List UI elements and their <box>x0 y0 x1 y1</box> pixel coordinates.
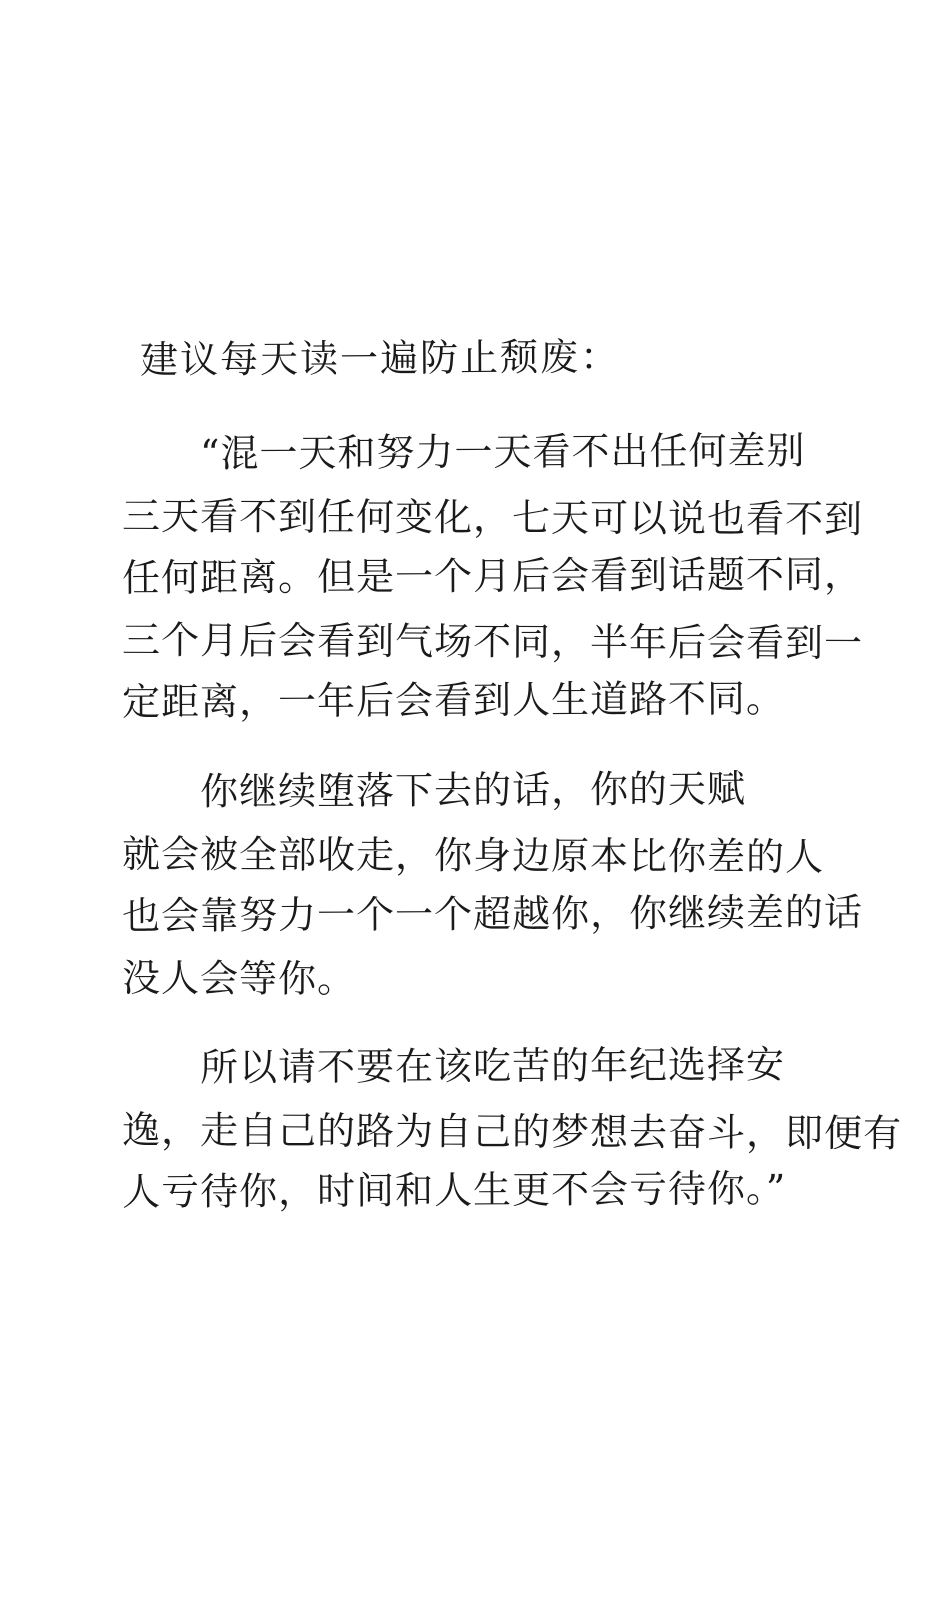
note-title: 建议每天读一遍防止颓废： <box>139 334 621 382</box>
paragraph-2-line-1: 你继续堕落下去的话，你的天赋 <box>199 766 747 814</box>
paragraph-3-line-2: 逸，走自己的路为自己的梦想去奋斗，即便有 <box>121 1108 903 1156</box>
paragraph-1-line-4: 三个月后会看到气场不同，半年后会看到一 <box>121 618 864 666</box>
paragraph-2-line-4: 没人会等你。 <box>121 956 357 1002</box>
paragraph-2-line-2: 就会被全部收走，你身边原本比你差的人 <box>121 832 825 880</box>
paragraph-3 <box>121 1037 903 1223</box>
paragraph-1-line-2: 三天看不到任何变化，七天可以说也看不到 <box>121 494 864 542</box>
paragraph-2 <box>121 761 864 1009</box>
paragraph-3-line-3: 人亏待你，时间和人生更不会亏待你。” <box>121 1166 787 1214</box>
paragraph-1 <box>121 423 864 733</box>
paragraph-1-line-5: 定距离，一年后会看到人生道路不同。 <box>121 676 786 724</box>
paragraph-1-line-3: 任何距离。但是一个月后会看到话题不同， <box>121 552 864 600</box>
paragraph-3-line-1: 所以请不要在该吃苦的年纪选择安 <box>199 1042 786 1090</box>
paragraph-1-line-1: “混一天和努力一天看不出任何差别 <box>199 428 806 476</box>
paragraph-2-line-3: 也会靠努力一个一个超越你，你继续差的话 <box>121 890 864 938</box>
handwritten-text <box>121 334 903 1251</box>
